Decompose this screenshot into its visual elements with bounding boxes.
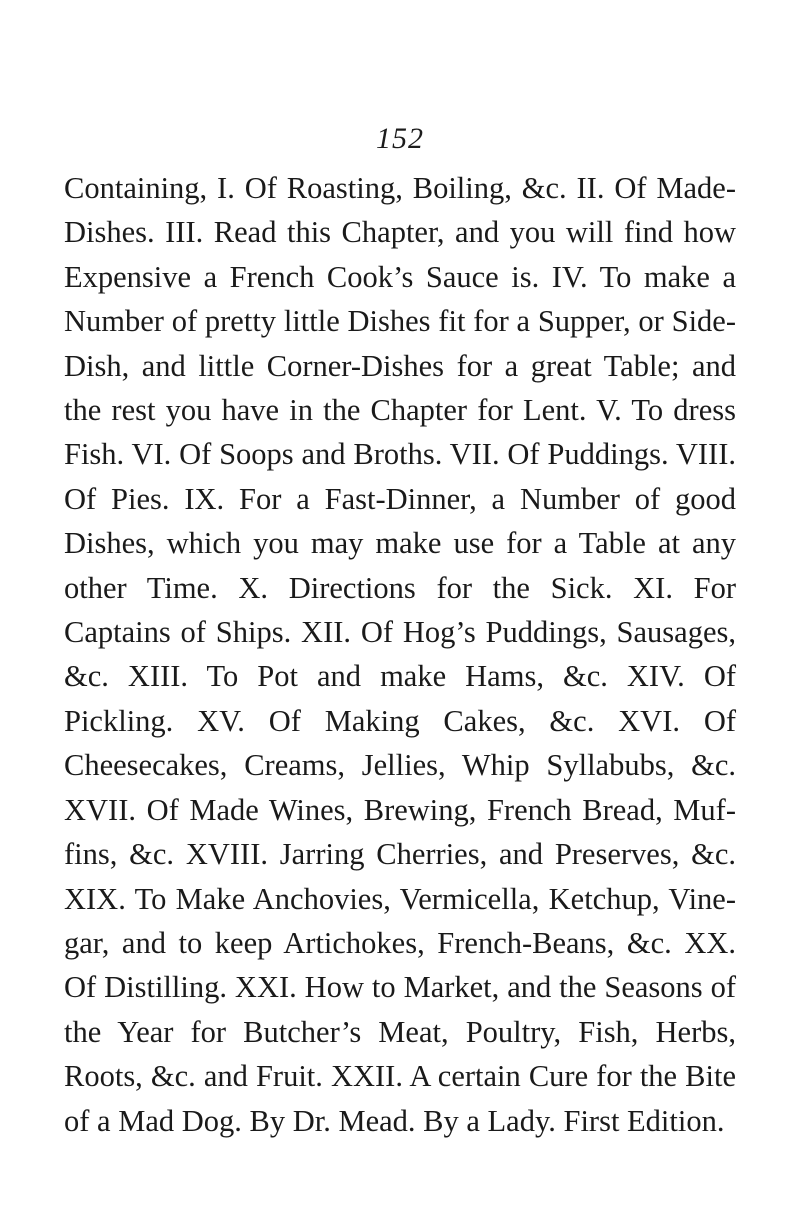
body-paragraph: Containing, I. Of Roasting, Boiling, &c. II. Of Made-Dishes. III. Read this Chapter, and you will find how Expensive a French Cook’s Sauce is. IV. To make a Number of pretty little Dishes fit for a Supper, or Side-Dish, and little Corner-Dishes for a great Table; and the rest you have in the Chapter for Lent. V. To dress Fish. VI. Of Soops and Broths. VII. Of Puddings. VIII. Of Pies. IX. For a Fast-Dinner, a Number of good Dishes, which you may make use for a Table at any other Time. X. Directions for the Sick. XI. For Captains of Ships. XII. Of Hog’s Puddings, Sausages, &c. XIII. To Pot and make Hams, &c. XIV. Of Pickling. XV. Of Making Cakes, &c. XVI. Of Cheesecakes, Creams, Jellies, Whip Syllabubs, &c. XVII. Of Made Wines, Brewing, French Bread, Muffins, &c. XVIII. Jarring Cherries, and Preserves, &c. XIX. To Make Anchovies, Vermicella, Ketchup, Vinegar, and to keep Artichokes, French-Beans, &c. XX. Of Distilling. XXI. How to Market, and the Seasons of the Year for Butcher’s Meat, Poultry, Fish, Herbs, Roots, &c. and Fruit. XXII. A certain Cure for the Bite of a Mad Dog. By Dr. Mead. By a Lady. First Edition.	[64, 171, 736, 1138]
page-number: 152	[376, 122, 424, 155]
